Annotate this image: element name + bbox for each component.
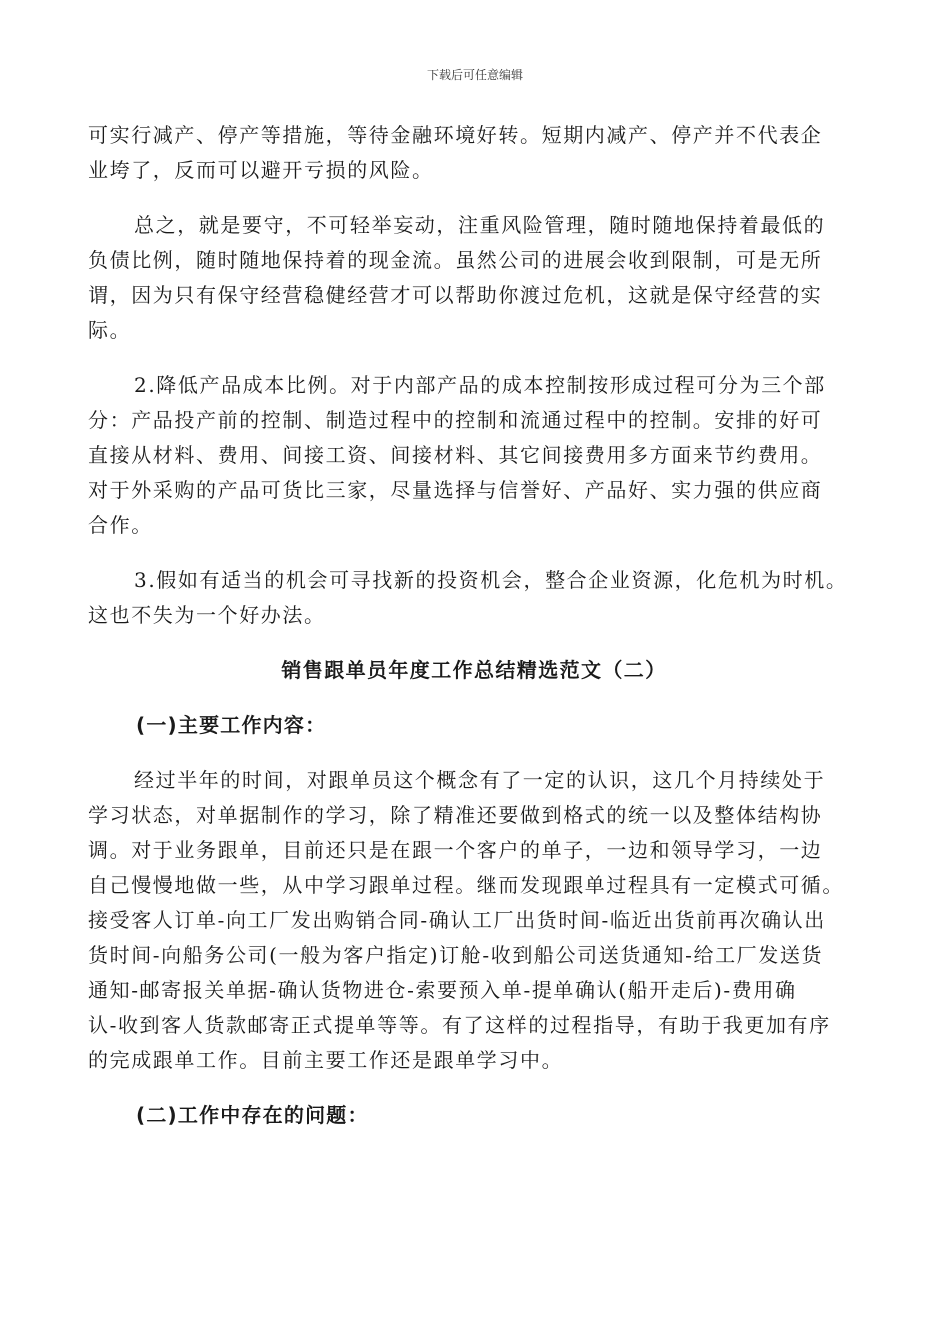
text-line: 通知-邮寄报关单据-确认货物进仓-索要预入单-提单确认(船开走后)-费用确 — [88, 978, 797, 1002]
paragraph-new-investment — [88, 563, 860, 633]
text-line: 直接从材料、费用、间接工资、间接材料、其它间接费用多方面来节约费用。 — [88, 443, 823, 467]
text-line: 负债比例，随时随地保持着的现金流。虽然公司的进展会收到限制，可是无所 — [88, 248, 823, 272]
text-line: 认-收到客人货款邮寄正式提单等等。有了这样的过程指导，有助于我更加有序 — [88, 1013, 831, 1037]
text-line: 业垮了，反而可以避开亏损的风险。 — [88, 158, 434, 182]
document-body — [88, 118, 860, 1153]
paragraph-cost-reduction — [88, 368, 860, 543]
text-line: 对于外采购的产品可货比三家，尽量选择与信誉好、产品好、实力强的供应商 — [88, 478, 823, 502]
text-line: 际。 — [88, 318, 132, 342]
text-line: 学习状态，对单据制作的学习，除了精准还要做到格式的统一以及整体结构协 — [88, 803, 823, 827]
page-header: 下载后可任意编辑 — [426, 68, 523, 82]
text-line: 3.假如有适当的机会可寻找新的投资机会，整合企业资源，化危机为时机。 — [134, 568, 848, 592]
text-line: 调。对于业务跟单，目前还只是在跟一个客户的单子，一边和领导学习，一边 — [88, 838, 823, 862]
text-line: 货时间-向船务公司(一般为客户指定)订舱-收到船公司送货通知-给工厂发送货 — [88, 943, 824, 967]
text-line: 谓，因为只有保守经营稳健经营才可以帮助你渡过危机，这就是保守经营的实 — [88, 283, 823, 307]
text-line: 自己慢慢地做一些，从中学习跟单过程。继而发现跟单过程具有一定模式可循。 — [88, 873, 844, 897]
text-line: 可实行减产、停产等措施，等待金融环境好转。短期内减产、停产并不代表企 — [88, 123, 823, 147]
text-line: 经过半年的时间，对跟单员这个概念有了一定的认识，这几个月持续处于 — [134, 768, 826, 792]
paragraph-reduce-production — [88, 118, 860, 188]
text-line: 分：产品投产前的控制、制造过程中的控制和流通过程中的控制。安排的好可 — [88, 408, 823, 432]
text-line: 总之，就是要守，不可轻举妄动，注重风险管理，随时随地保持着最低的 — [134, 213, 826, 237]
text-line: 接受客人订单-向工厂发出购销合同-确认工厂出货时间-临近出货前再次确认出 — [88, 908, 826, 932]
paragraph-conservative-management — [88, 208, 860, 348]
text-line: 这也不失为一个好办法。 — [88, 603, 326, 627]
text-line: 合作。 — [88, 513, 153, 537]
section-title: 销售跟单员年度工作总结精选范文（二） — [281, 658, 667, 682]
subheading-main-work: (一)主要工作内容： — [136, 713, 327, 737]
text-line: 的完成跟单工作。目前主要工作还是跟单学习中。 — [88, 1048, 564, 1072]
subheading-problems: (二)工作中存在的问题： — [136, 1103, 369, 1127]
paragraph-work-content — [88, 763, 860, 1078]
text-line: 2.降低产品成本比例。对于内部产品的成本控制按形成过程可分为三个部 — [134, 373, 826, 397]
